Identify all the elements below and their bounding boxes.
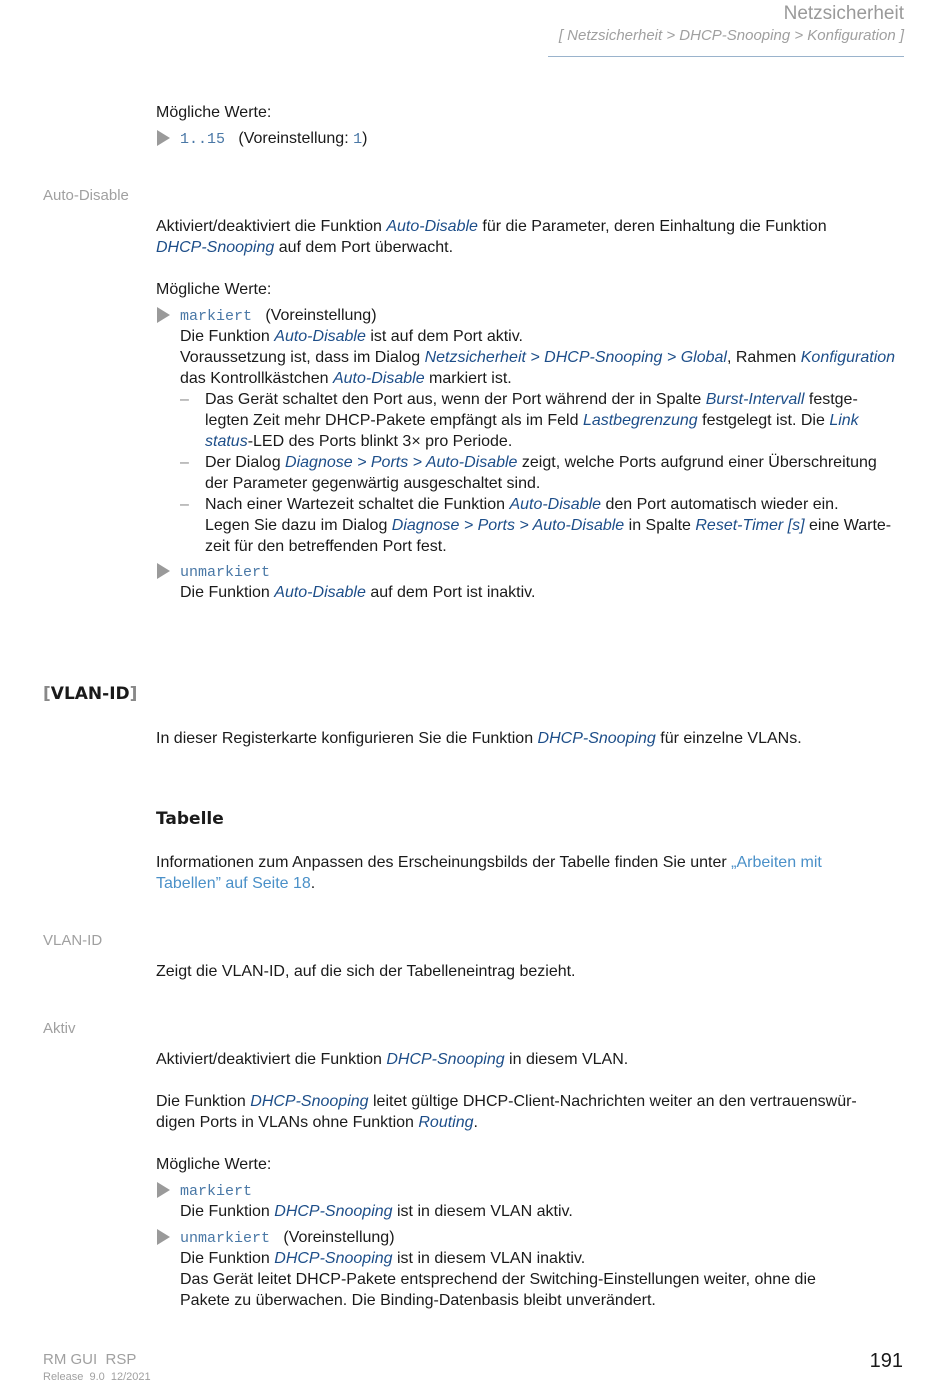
text-line: Die Funktion DHCP-Snooping ist in diesem VLAN inaktiv. [180,1250,586,1267]
text-line: das Kontrollkästchen Auto-Disable markiert ist. [180,370,512,387]
bullet-triangle-icon [157,307,170,323]
text-line: Nach einer Wartezeit schaltet die Funktion Auto-Disable den Port automatisch wieder ein. [205,496,839,513]
text-line: Voraussetzung ist, dass im Dialog Netzsicherheit > DHCP-Snooping > Global, Rahmen Konfiguration [180,349,896,366]
footer-doc-title: RM GUI RSP [43,1351,137,1368]
bullet-triangle-icon [157,1229,170,1245]
possible-values-label: Mögliche Werte: [156,1156,272,1173]
value-unmarked: unmarkiert (Voreinstellung) [180,1229,395,1247]
aktiv-desc: Aktiviert/deaktiviert die Funktion DHCP-Snooping in diesem VLAN. [156,1051,629,1068]
link-arbeiten-mit-tabellen-cont[interactable]: Tabellen” auf Seite 18 [156,875,311,892]
param-label-vlan-id: VLAN-ID [43,932,103,949]
text-line: Die Funktion Auto-Disable ist auf dem Port aktiv. [180,328,523,345]
param-label-aktiv: Aktiv [43,1020,76,1037]
text-line: digen Ports in VLANs ohne Funktion Routing. [156,1114,478,1131]
page-number: 191 [869,1350,903,1372]
text-line: Tabellen” auf Seite 18. [156,875,316,892]
bullet-triangle-icon [157,130,170,146]
text-line: der Parameter gegenwärtig ausgeschaltet sind. [205,475,541,492]
auto-disable-desc-line1: Aktiviert/deaktiviert die Funktion Auto-Disable für die Parameter, deren Einhaltung die Funktion [156,218,827,235]
text-line: Die Funktion DHCP-Snooping ist in diesem VLAN aktiv. [180,1203,573,1220]
header-divider [548,56,904,57]
value-marked: markiert (Voreinstellung) [180,307,377,325]
section-heading-vlan-id: [VLAN-ID] [43,684,138,704]
header-breadcrumb: [ Netzsicherheit > DHCP-Snooping > Konfiguration ] [558,27,904,44]
value-range-item: 1..15 (Voreinstellung: 1) [180,130,368,148]
link-arbeiten-mit-tabellen[interactable]: „Arbeiten mit [731,854,822,871]
value-marked: markiert [180,1183,253,1200]
section-intro: In dieser Registerkarte konfigurieren Sie die Funktion DHCP-Snooping für einzelne VLANs. [156,730,802,747]
text-line: Das Gerät schaltet den Port aus, wenn der Port während der in Spalte Burst-Intervall festge- [205,391,858,408]
dash-bullet: – [180,391,189,408]
text-line: Legen Sie dazu im Dialog Diagnose > Ports > Auto-Disable in Spalte Reset-Timer [s] eine Warte- [205,517,892,534]
table-heading: Tabelle [156,809,224,829]
header-title: Netzsicherheit [783,3,904,24]
possible-values-label: Mögliche Werte: [156,281,272,298]
value-unmarked: unmarkiert [180,564,271,581]
footer-release: Release 9.0 12/2021 [43,1371,151,1383]
text-line: legten Zeit mehr DHCP-Pakete empfängt als im Feld Lastbegrenzung festgelegt ist. Die Link [205,412,859,429]
auto-disable-desc-line2: DHCP-Snooping auf dem Port überwacht. [156,239,454,256]
text-line: Die Funktion Auto-Disable auf dem Port ist inaktiv. [180,584,536,601]
text-line: zeit für den betreffenden Port fest. [205,538,447,555]
text-line: Die Funktion DHCP-Snooping leitet gültige DHCP-Client-Nachrichten weiter an den vertrauenswür- [156,1093,857,1110]
text-line: Das Gerät leitet DHCP-Pakete entsprechend der Switching-Einstellungen weiter, ohne die [180,1271,816,1288]
bullet-triangle-icon [157,563,170,579]
text-line: Pakete zu überwachen. Die Binding-Datenbasis bleibt unverändert. [180,1292,656,1309]
vlan-id-desc: Zeigt die VLAN-ID, auf die sich der Tabelleneintrag bezieht. [156,963,576,980]
dash-bullet: – [180,496,189,513]
param-label-auto-disable: Auto-Disable [43,187,129,204]
dash-bullet: – [180,454,189,471]
bullet-triangle-icon [157,1182,170,1198]
text-line: Informationen zum Anpassen des Erscheinungsbilds der Tabelle finden Sie unter „Arbeiten mit [156,854,822,871]
possible-values-label: Mögliche Werte: [156,104,272,121]
text-line: Der Dialog Diagnose > Ports > Auto-Disable zeigt, welche Ports aufgrund einer Überschreitung [205,454,877,471]
text-line: status-LED des Ports blinkt 3× pro Periode. [205,433,513,450]
